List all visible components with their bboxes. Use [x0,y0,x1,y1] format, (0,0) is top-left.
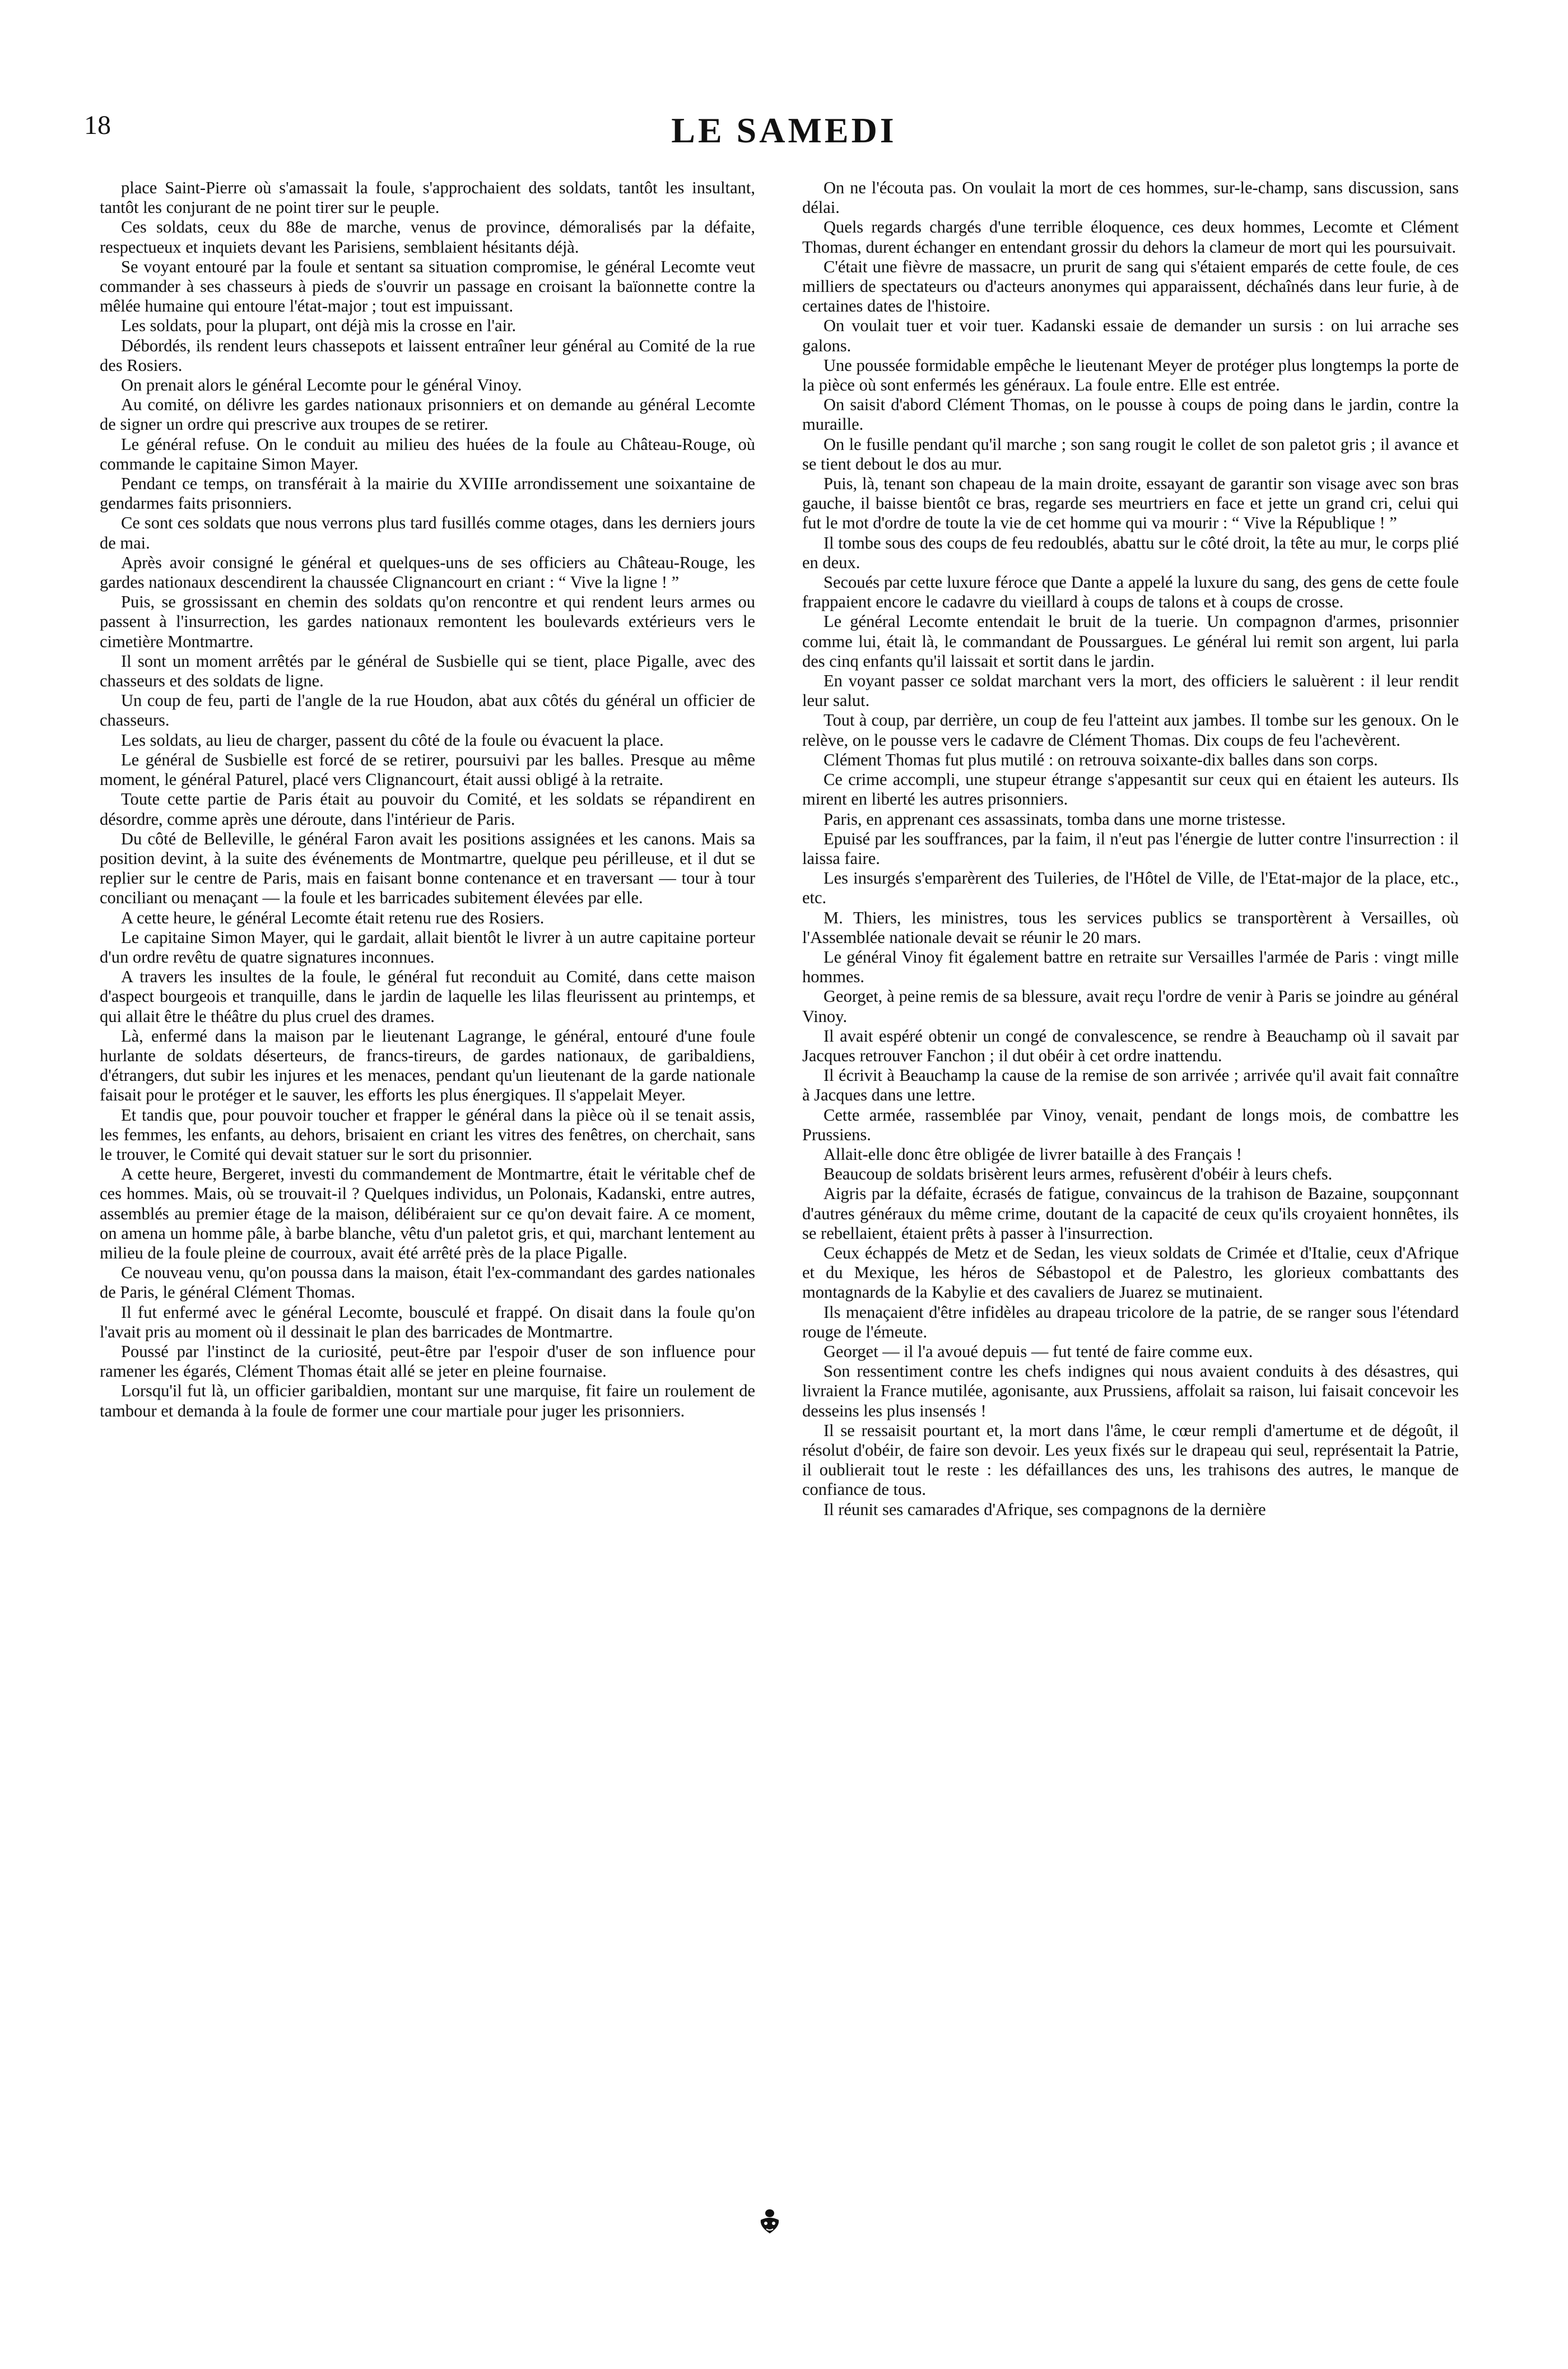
paragraph: A cette heure, le général Lecomte était retenu rue des Rosiers. [121,908,545,927]
paragraph: On saisit d'abord Clément Thomas, on le pousse à coups de poing dans le jardin, contre la muraille. [802,395,1459,434]
paragraph: Et tandis que, pour pouvoir toucher et frapper le général dans la pièce où il se tenait assis, les femmes, les enfants, au dehors, brisaient en criant les vitres des fenêtres, on cherchait, sans le trouver, le Comité qui devait statuer sur le sort du prisonnier. [100,1105,755,1164]
paragraph: Le général Lecomte entendait le bruit de la tuerie. Un compagnon d'armes, prisonnier comme lui, était là, le commandant de Poussargues. Le général lui remit son argent, lui parla des cinq enfants qu'il laissait et sortit dans le jardin. [802,612,1459,671]
paragraph: Se voyant entouré par la foule et sentant sa situation compromise, le général Lecomte veut commander à ses chasseurs à pieds de s'ouvrir un passage en croisant la baïonnette contre la mêlée humaine qui entoure l'état-major ; tout est impuissant. [100,257,755,316]
paragraph: Poussé par l'instinct de la curiosité, peut-être par l'espoir d'user de son influence pour ramener les égarés, Clément Thomas était allé se jeter en pleine fournaise. [100,1341,755,1381]
right-text-column [802,178,1459,1520]
paragraph: Son ressentiment contre les chefs indignes qui nous avaient conduits à des désastres, qui livraient la France mutilée, agonisante, aux Prussiens, affolait sa raison, lui faisait concevoir les desseins les plus insensés ! [802,1362,1459,1420]
paragraph: Les soldats, au lieu de charger, passent du côté de la foule ou évacuent la place. [121,730,664,750]
paragraph: Ce sont ces soldats que nous verrons plus tard fusillés comme otages, dans les derniers jours de mai. [100,513,755,552]
paragraph: Le général de Susbielle est forcé de se retirer, poursuivi par les balles. Presque au même moment, le général Paturel, placé vers Clignancourt, était aussi obligé à la retraite. [100,750,755,789]
paragraph: On prenait alors le général Lecomte pour le général Vinoy. [121,375,522,395]
paragraph: Secoués par cette luxure féroce que Dante a appelé la luxure du sang, des gens de cette foule frappaient encore le cadavre du vieillard à coups de talons et à coups de crosse. [802,573,1459,612]
paragraph: Les insurgés s'emparèrent des Tuileries, de l'Hôtel de Ville, de l'Etat-major de la place, etc., etc. [802,868,1459,908]
paragraph: Pendant ce temps, on transférait à la mairie du XVIIIe arrondissement une soixantaine de gendarmes faits prisonniers. [100,474,755,513]
paragraph: Le général refuse. On le conduit au milieu des huées de la foule au Château-Rouge, où commande le capitaine Simon Mayer. [100,434,755,473]
paragraph: Il se ressaisit pourtant et, la mort dans l'âme, le cœur rempli d'amertume et de dégoût, il résolut d'obéir, de faire son devoir. Les yeux fixés sur le drapeau qui seul, représentait la Patrie, il oublierait tout le reste : les défaillances des uns, les trahisons des autres, le manque de confiance de tous. [802,1420,1459,1499]
paragraph: Ceux échappés de Metz et de Sedan, les vieux soldats de Crimée et d'Italie, ceux d'Afrique et du Mexique, les héros de Sébastopol et de Palestro, les glorieux combattants des montagnards de la Kabylie et des cavaliers de Juarez se mutinaient. [802,1243,1459,1302]
paragraph: Le capitaine Simon Mayer, qui le gardait, allait bientôt le livrer à un autre capitaine porteur d'un ordre revêtu de quatre signatures inconnues. [100,927,755,967]
paragraph: Epuisé par les souffrances, par la faim, il n'eut pas l'énergie de lutter contre l'insurrection : il laissa faire. [802,829,1459,868]
left-text-column [100,178,755,1421]
paragraph: On le fusille pendant qu'il marche ; son sang rougit le collet de son paletot gris ; il avance et se tient debout le dos au mur. [802,434,1459,473]
paragraph: Il tombe sous des coups de feu redoublés, abattu sur le côté droit, la tête au mur, le corps plié en deux. [802,533,1459,572]
paragraph: Tout à coup, par derrière, un coup de feu l'atteint aux jambes. Il tombe sur les genoux. On le relève, on le pousse vers le cadavre de Clément Thomas. Dix coups de feu l'achevèrent. [802,710,1459,750]
paragraph: Ils menaçaient d'être infidèles au drapeau tricolore de la patrie, de se ranger sous l'étendard rouge de l'émeute. [802,1302,1459,1341]
paragraph: En voyant passer ce soldat marchant vers la mort, des officiers le saluèrent : il leur rendit leur salut. [802,671,1459,710]
paragraph: place Saint-Pierre où s'amassait la foule, s'approchaient des soldats, tantôt les insultant, tantôt les conjurant de ne point tirer sur le peuple. [100,178,755,217]
paragraph: Cette armée, rassemblée par Vinoy, venait, pendant de longs mois, de combattre les Prussiens. [802,1105,1459,1144]
page-number: 18 [84,110,111,140]
paragraph: Toute cette partie de Paris était au pouvoir du Comité, et les soldats se répandirent en désordre, comme après une déroute, dans l'intérieur de Paris. [100,789,755,829]
paragraph: M. Thiers, les ministres, tous les services publics se transportèrent à Versailles, où l'Assemblée nationale devait se réunir le 20 mars. [802,908,1459,947]
paragraph: Clément Thomas fut plus mutilé : on retrouva soixante-dix balles dans son corps. [823,750,1378,769]
paragraph: Les soldats, pour la plupart, ont déjà mis la crosse en l'air. [121,316,517,336]
journal-title: LE SAMEDI [671,110,897,150]
paragraph: Débordés, ils rendent leurs chassepots et laissent entraîner leur général au Comité de la rue des Rosiers. [100,336,755,375]
paragraph: A cette heure, Bergeret, investi du commandement de Montmartre, était le véritable chef de ces hommes. Mais, où se trouvait-il ? Quelques individus, un Polonais, Kadanski, entre autres, assemblés au premier étage de la maison, délibéraient sur ce qu'on devait faire. A ce moment, on amena un homme pâle, à barbe blanche, vêtu d'un paletot gris, et qui, marchant lentement au milieu de la foule pleine de courroux, avait été arrêté près de la place Pigalle. [100,1164,755,1262]
paragraph: Quels regards chargés d'une terrible éloquence, ces deux hommes, Lecomte et Clément Thomas, durent échanger en entendant grossir du dehors la clameur de mort qui les poursuivait. [802,217,1459,257]
printer-fleuron-ornament-icon [757,2208,782,2237]
paragraph: Beaucoup de soldats brisèrent leurs armes, refusèrent d'obéir à leurs chefs. [823,1164,1333,1184]
paragraph: Il sont un moment arrêtés par le général de Susbielle qui se tient, place Pigalle, avec des chasseurs et des soldats de ligne. [100,651,755,691]
paragraph: Au comité, on délivre les gardes nationaux prisonniers et on demande au général Lecomte de signer un ordre qui prescrive aux troupes de se retirer. [100,395,755,434]
paragraph: Là, enfermé dans la maison par le lieutenant Lagrange, le général, entouré d'une foule hurlante de soldats déserteurs, de francs-tireurs, de gardes nationaux, de garibaldiens, d'étrangers, dut subir les injures et les menaces, pendant qu'un lieutenant de la garde nationale faisait pour le protéger et le sauver, les efforts les plus énergiques. Il s'appelait Meyer. [100,1026,755,1105]
page-header [84,110,1484,155]
paragraph: Georget — il l'a avoué depuis — fut tenté de faire comme eux. [823,1341,1253,1361]
paragraph: C'était une fièvre de massacre, un prurit de sang qui s'étaient emparés de cette foule, de ces milliers de spectateurs ou d'acteurs anonymes qui apparaissent, déchaînés dans leur furie, à de certaines dates de l'histoire. [802,257,1459,316]
paragraph: Il réunit ses camarades d'Afrique, ses compagnons de la dernière [823,1499,1266,1519]
paragraph: Une poussée formidable empêche le lieutenant Meyer de protéger plus longtemps la porte de la pièce où sont enfermés les généraux. La foule entre. Elle est entrée. [802,355,1459,395]
paragraph: Il écrivit à Beauchamp la cause de la remise de son arrivée ; arrivée qu'il avait fait connaître à Jacques dans une lettre. [802,1066,1459,1105]
paragraph: Ces soldats, ceux du 88e de marche, venus de province, démoralisés par la défaite, respectueux et inquiets devant les Parisiens, semblaient hésitants déjà. [100,217,755,257]
paragraph: Lorsqu'il fut là, un officier garibaldien, montant sur une marquise, fit faire un roulement de tambour et demanda à la foule de former une cour martiale pour juger les prisonniers. [100,1381,755,1420]
paragraph: Puis, là, tenant son chapeau de la main droite, essayant de garantir son visage avec son bras gauche, il baisse bientôt ce bras, regarde ses meurtriers en face et jette un grand cri, celui qui fut le mot d'ordre de toute la vie de cet homme qui va mourir : “ Vive la République ! ” [802,474,1459,533]
paragraph: On voulait tuer et voir tuer. Kadanski essaie de demander un sursis : on lui arrache ses galons. [802,316,1459,355]
paragraph: Le général Vinoy fit également battre en retraite sur Versailles l'armée de Paris : vingt mille hommes. [802,947,1459,987]
paragraph: Aigris par la défaite, écrasés de fatigue, convaincus de la trahison de Bazaine, soupçonnant d'autres généraux du même crime, doutant de la capacité de ceux qu'ils croyaient honnêtes, ils se rebellaient, étaient prêts à passer à l'insurrection. [802,1184,1459,1243]
paragraph: Du côté de Belleville, le général Faron avait les positions assignées et les canons. Mais sa position devint, à la suite des événements de Montmartre, quelque peu périlleuse, et il dut se replier sur le centre de Paris, mais en faisant bonne contenance et en traversant — tour à tour conciliant ou menaçant — la foule et les barricades subitement élevées par elle. [100,829,755,908]
paragraph: Après avoir consigné le général et quelques-uns de ses officiers au Château-Rouge, les gardes nationaux descendirent la chaussée Clignancourt en criant : “ Vive la ligne ! ” [100,552,755,592]
paragraph: Ce crime accompli, une stupeur étrange s'appesantit sur ceux qui en étaient les auteurs. Ils mirent en liberté les autres prisonniers. [802,770,1459,809]
paragraph: A travers les insultes de la foule, le général fut reconduit au Comité, dans cette maison d'aspect bourgeois et tranquille, dans le jardin de laquelle les lilas fleurissent au printemps, et qui allait être le théâtre du plus cruel des drames. [100,967,755,1026]
paragraph: Un coup de feu, parti de l'angle de la rue Houdon, abat aux côtés du général un officier de chasseurs. [100,691,755,730]
paragraph: Il fut enfermé avec le général Lecomte, bousculé et frappé. On disait dans la foule qu'on l'avait pris au moment où il dessinait le plan des barricades de Montmartre. [100,1302,755,1341]
paragraph: Ce nouveau venu, qu'on poussa dans la maison, était l'ex-commandant des gardes nationales de Paris, le général Clément Thomas. [100,1263,755,1302]
paragraph: Georget, à peine remis de sa blessure, avait reçu l'ordre de venir à Paris se joindre au général Vinoy. [802,987,1459,1026]
paragraph: Il avait espéré obtenir un congé de convalescence, se rendre à Beauchamp où il savait par Jacques retrouver Fanchon ; il dut obéir à cet ordre inattendu. [802,1026,1459,1065]
paragraph: On ne l'écouta pas. On voulait la mort de ces hommes, sur-le-champ, sans discussion, sans délai. [802,178,1459,217]
paragraph: Paris, en apprenant ces assassinats, tomba dans une morne tristesse. [823,809,1286,829]
paragraph: Allait-elle donc être obligée de livrer bataille à des Français ! [823,1144,1242,1164]
paragraph: Puis, se grossissant en chemin des soldats qu'on rencontre et qui rendent leurs armes ou passent à l'insurrection, les gardes nationaux remontent les boulevards extérieurs vers le cimetière Montmartre. [100,592,755,651]
